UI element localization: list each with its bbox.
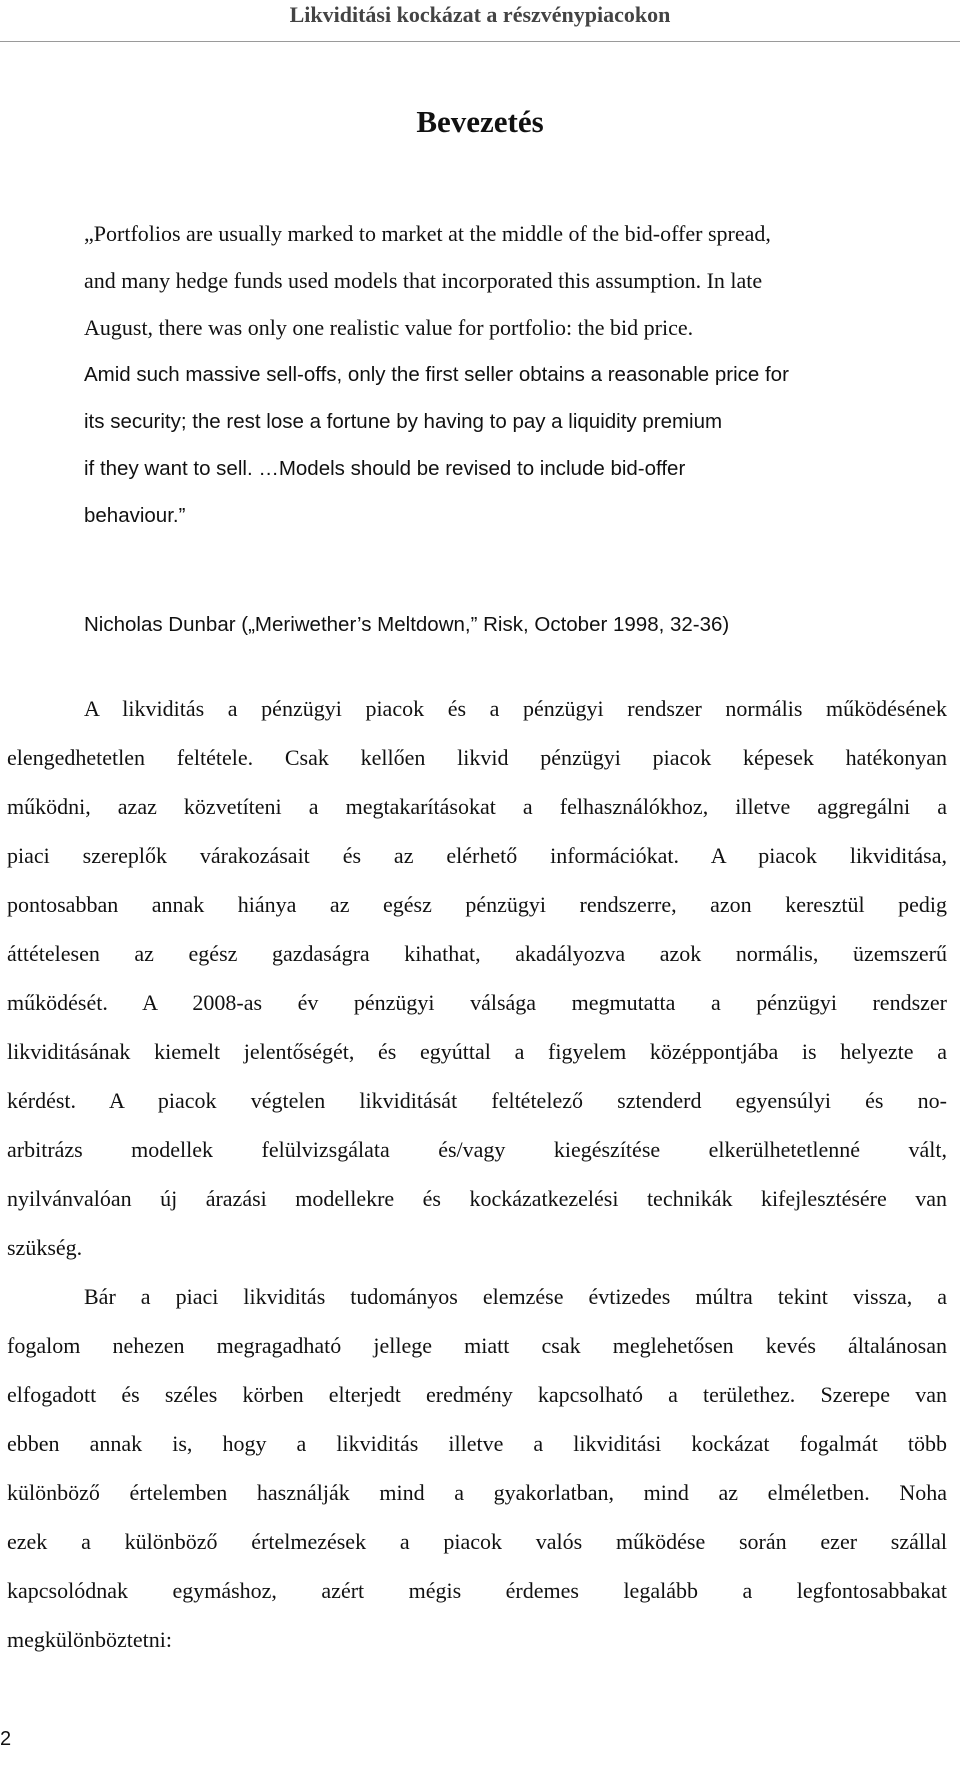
- quote-line: if they want to sell. …Models should be revised to include bid-offer: [84, 457, 686, 480]
- running-header-title: Likviditási kockázat a részvénypiacokon: [289, 2, 671, 27]
- paragraph-line: pontosabban annak hiánya az egész pénzügyi rendszerre, azon keresztül pedig: [7, 892, 947, 917]
- quote-line: „Portfolios are usually marked to market at the middle of the bid-offer spread,: [84, 221, 771, 246]
- paragraph-line: nyilvánvalóan új árazási modellekre és kockázatkezelési technikák kifejlesztésére van: [7, 1186, 947, 1211]
- paragraph-line: likviditásának kiemelt jelentőségét, és egyúttal a figyelem középpontjába is helyezte a: [7, 1039, 947, 1064]
- paragraph-line: Bár a piaci likviditás tudományos elemzése évtizedes múltra tekint vissza, a: [84, 1284, 947, 1309]
- paragraph-line: ebben annak is, hogy a likviditás illetve a likviditási kockázat fogalmát több: [7, 1431, 947, 1456]
- paragraph: [7, 684, 947, 1272]
- page-title: Bevezetés: [416, 104, 544, 139]
- paragraph-line: fogalom nehezen megragadható jellege miatt csak meglehetősen kevés általánosan: [7, 1333, 947, 1358]
- paragraph-line: arbitrázs modellek felülvizsgálata és/vagy kiegészítése elkerülhetetlenné vált,: [7, 1137, 947, 1162]
- paragraph-line: megkülönböztetni:: [7, 1627, 172, 1652]
- quote-line: Amid such massive sell-offs, only the first seller obtains a reasonable price for: [84, 363, 789, 386]
- paragraph-line: különböző értelemben használják mind a gyakorlatban, mind az elméletben. Noha: [7, 1480, 947, 1505]
- page-number: 2: [0, 1728, 12, 1750]
- paragraph: [7, 1272, 947, 1664]
- paragraph-line: működését. A 2008-as év pénzügyi válsága megmutatta a pénzügyi rendszer: [7, 990, 947, 1015]
- paragraph-line: elfogadott és széles körben elterjedt eredmény kapcsolható a területhez. Szerepe van: [7, 1382, 947, 1407]
- paragraph-line: kapcsolódnak egymáshoz, azért mégis érdemes legalább a legfontosabbakat: [7, 1578, 947, 1603]
- paragraph-line: kérdést. A piacok végtelen likviditását feltételező sztenderd egyensúlyi és no-: [7, 1088, 947, 1113]
- paragraph-line: ezek a különböző értelmezések a piacok valós működése során ezer szállal: [7, 1529, 947, 1554]
- quote-citation: Nicholas Dunbar („Meriwether’s Meltdown,” Risk, October 1998, 32-36): [84, 613, 730, 636]
- quote-line: August, there was only one realistic value for portfolio: the bid price.: [84, 315, 694, 340]
- epigraph-quote: [84, 210, 874, 539]
- paragraph-line: áttételesen az egész gazdaságra kihathat, akadályozva azok normális, üzemszerű: [7, 941, 947, 966]
- running-header: [0, 0, 960, 42]
- body-text: [7, 684, 947, 1664]
- paragraph-line: A likviditás a pénzügyi piacok és a pénzügyi rendszer normális működésének: [84, 696, 947, 721]
- paragraph-line: működni, azaz közvetíteni a megtakarításokat a felhasználókhoz, illetve aggregálni a: [7, 794, 947, 819]
- quote-line: and many hedge funds used models that incorporated this assumption. In late: [84, 268, 763, 293]
- quote-line: behaviour.”: [84, 504, 186, 527]
- paragraph-line: szükség.: [7, 1235, 83, 1260]
- paragraph-line: elengedhetetlen feltétele. Csak kellően likvid pénzügyi piacok képesek hatékonyan: [7, 745, 947, 770]
- quote-line: its security; the rest lose a fortune by having to pay a liquidity premium: [84, 410, 723, 433]
- paragraph-line: piaci szereplők várakozásait és az elérhető információkat. A piacok likviditása,: [7, 843, 947, 868]
